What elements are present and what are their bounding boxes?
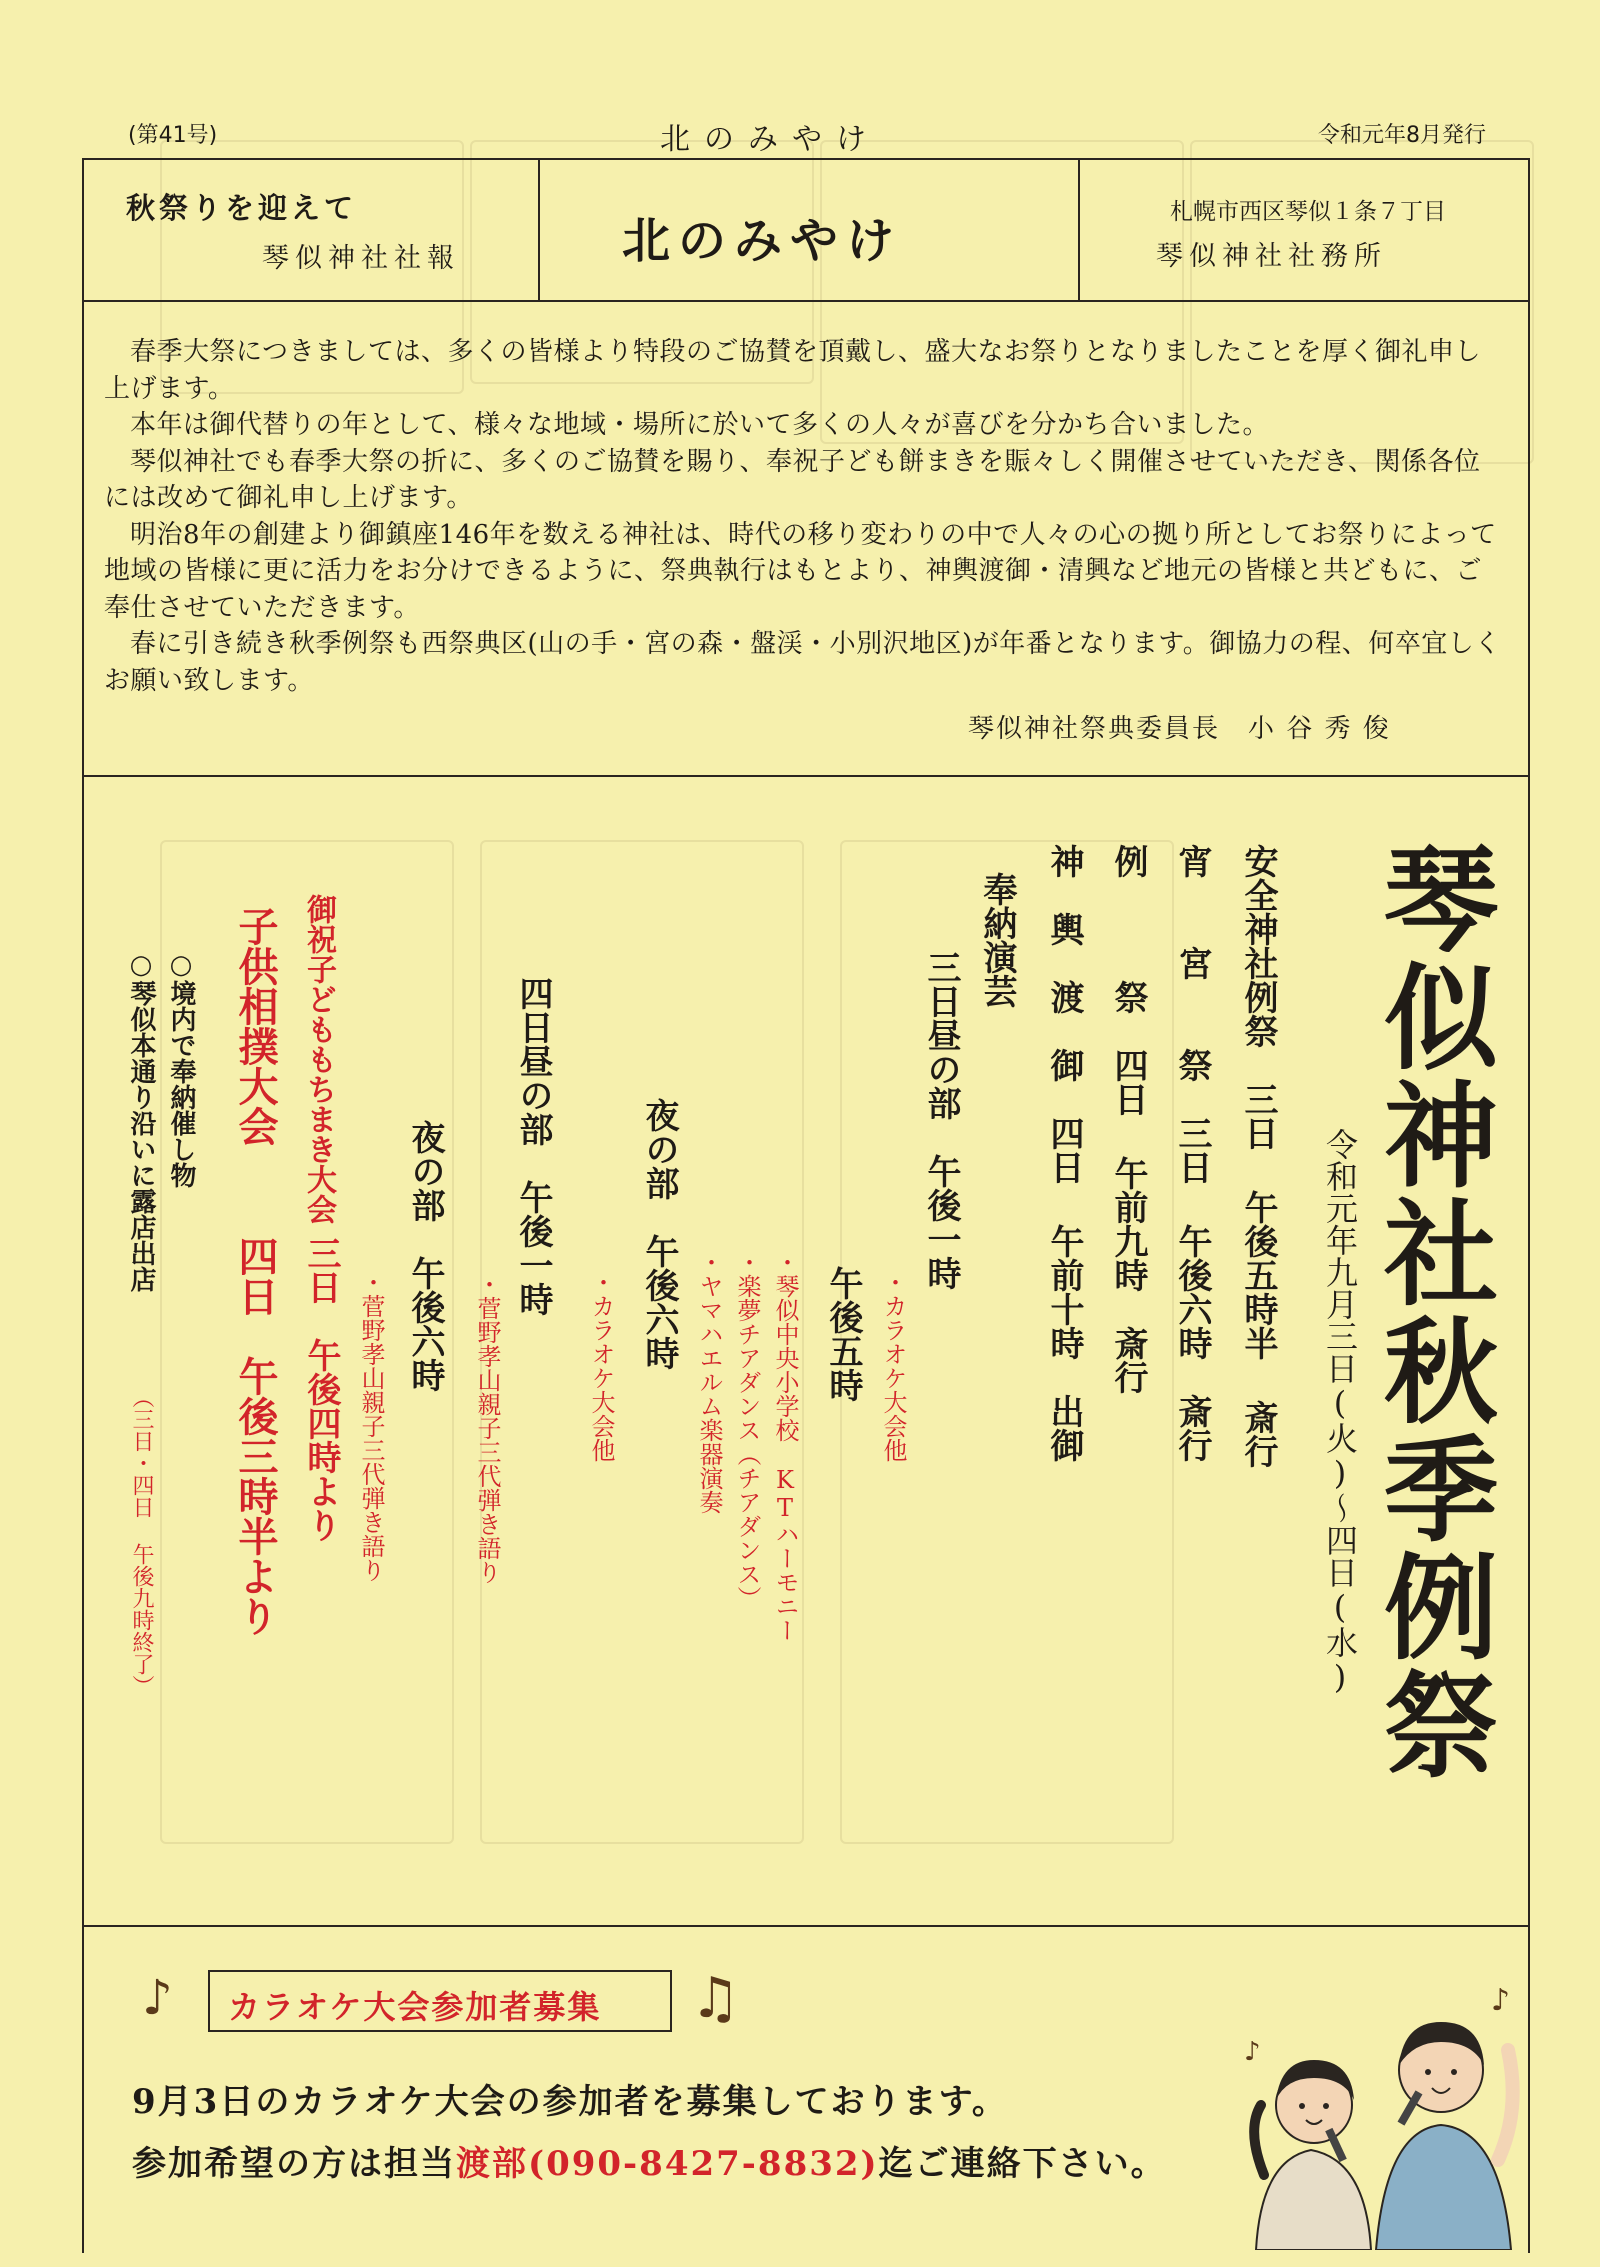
- festival-title: 琴似神社秋季例祭: [1365, 840, 1499, 1784]
- issue-number: (第41号): [128, 123, 218, 148]
- sumo-title: 子供相撲大会: [232, 906, 279, 1146]
- header-title: 北のみやけ: [660, 122, 880, 157]
- festival-dates: 令和元年九月三日(火)〜四日(水): [1321, 1128, 1359, 1696]
- sumo-time: 四日 午後三時半より: [232, 1236, 279, 1636]
- perf-day3-5pm-note: ・琴似中央小学校 KTハーモニー: [771, 1250, 799, 1642]
- perf-day3-5pm-note: ・楽夢チアダンス（チアダンス）: [733, 1250, 761, 1610]
- masthead-divider-1: [538, 158, 540, 300]
- greeting-paragraph: 琴似神社でも春季大祭の折に、多くのご協賛を賜り、奉祝子ども餅まきを賑々しく開催させていただき、関係各位には改めて御礼申し上げます。: [104, 446, 1481, 513]
- masthead-left-line2: 琴似神社社報: [262, 243, 460, 274]
- frame-masthead-bottom: [82, 300, 1530, 302]
- masthead-left-line1: 秋祭りを迎えて: [126, 191, 358, 225]
- svg-text:♪: ♪: [1491, 1983, 1511, 2018]
- event-note: ○境内で奉納催し物: [166, 950, 196, 1188]
- greeting-paragraph: 春に引き続き秋季例祭も西祭典区(山の手・宮の森・盤渓・小別沢地区)が年番となります。御協力の程、何卒宜しくお願い致します。: [104, 629, 1501, 696]
- frame-top: [82, 158, 1530, 160]
- karaoke-line2-prefix: 参加希望の方は担当: [132, 2144, 456, 2184]
- karaoke-line2-suffix: 迄ご連絡下さい。: [878, 2144, 1167, 2184]
- svg-text:♪: ♪: [1244, 2037, 1261, 2067]
- masthead-title: 北のみやけ: [622, 213, 903, 269]
- perf-day3-night-note: ・カラオケ大会他: [587, 1270, 615, 1462]
- perf-day3-afternoon-note: ・カラオケ大会他: [879, 1270, 907, 1462]
- event-note-time: （三日・四日 午後九時終了）: [129, 1386, 154, 1697]
- masthead-divider-2: [1078, 158, 1080, 300]
- mochimaki-title: 御祝子どももちまき大会: [301, 894, 336, 1224]
- contact-phone: (090-8427-8832): [528, 2144, 879, 2184]
- contact-name: 渡部: [456, 2144, 528, 2184]
- frame-left: [82, 158, 84, 2253]
- schedule-line: 例 祭 四日 午前九時 斎行: [1108, 844, 1148, 1394]
- event-note: ○琴似本通り沿いに露店出店: [126, 950, 156, 1292]
- perf-day3-night: 夜の部 午後六時: [639, 1098, 679, 1370]
- greeting-paragraph: 本年は御代替りの年として、様々な地域・場所に於いて多くの人々が喜びを分かち合いました。: [130, 410, 1269, 440]
- perf-day3-5pm-note: ・ヤマハエルム楽器演奏: [695, 1250, 723, 1514]
- greeting-body: [104, 334, 1504, 699]
- frame-right: [1528, 158, 1530, 2253]
- singers-illustration: [1236, 1960, 1526, 2250]
- greeting-paragraph: 春季大祭につきましては、多くの皆様より特段のご協賛を頂戴し、盛大なお祭りとなりましたことを厚く御礼申し上げます。: [104, 337, 1481, 404]
- perf-day3-afternoon: 三日昼の部 午後一時: [921, 950, 961, 1290]
- perf-day3-5pm: 午後五時: [823, 1266, 863, 1402]
- schedule-line: 神 輿 渡 御 四日 午前十時 出御: [1044, 844, 1084, 1462]
- perf-day4-afternoon-note: ・菅野孝山親子三代弾き語り: [473, 1272, 501, 1584]
- perf-day4-afternoon: 四日昼の部 午後一時: [513, 976, 553, 1316]
- double-music-note-icon: ♫: [690, 1966, 741, 2031]
- karaoke-heading: カラオケ大会参加者募集: [228, 1988, 602, 2026]
- music-note-icon: ♪: [142, 1970, 173, 2026]
- perf-day4-night-note: ・菅野孝山親子三代弾き語り: [357, 1270, 385, 1582]
- karaoke-line2: [132, 2136, 1167, 2185]
- performances-heading: 奉納演芸: [977, 872, 1017, 1008]
- frame-festival-bottom: [82, 1925, 1530, 1927]
- schedule-line: 安全神社例祭 三日 午後五時半 斎行: [1238, 844, 1278, 1468]
- masthead-address: 札幌市西区琴似１条７丁目: [1170, 199, 1446, 225]
- issue-date: 令和元年8月発行: [1318, 123, 1486, 148]
- frame-letter-bottom: [82, 775, 1530, 777]
- karaoke-heading-box: [208, 1970, 672, 2032]
- schedule-line: 宵 宮 祭 三日 午後六時 斎行: [1172, 844, 1212, 1462]
- mochimaki-time: 三日 午後四時より: [301, 1236, 341, 1542]
- karaoke-line1: 9月3日のカラオケ大会の参加者を募集しております。: [132, 2082, 1008, 2122]
- greeting-signature: 琴似神社祭典委員長 小 谷 秀 俊: [968, 714, 1391, 744]
- greeting-paragraph: 明治8年の創建より御鎮座146年を数える神社は、時代の移り変わりの中で人々の心の拠り所としてお祭りによって地域の皆様に更に活力をお分けできるように、祭典執行はもとより、神輿渡御・清興など地元の皆様と共どもに、ご奉仕させていただきます。: [104, 519, 1497, 623]
- masthead-office: 琴似神社社務所: [1156, 241, 1387, 272]
- perf-day4-night: 夜の部 午後六時: [405, 1120, 445, 1392]
